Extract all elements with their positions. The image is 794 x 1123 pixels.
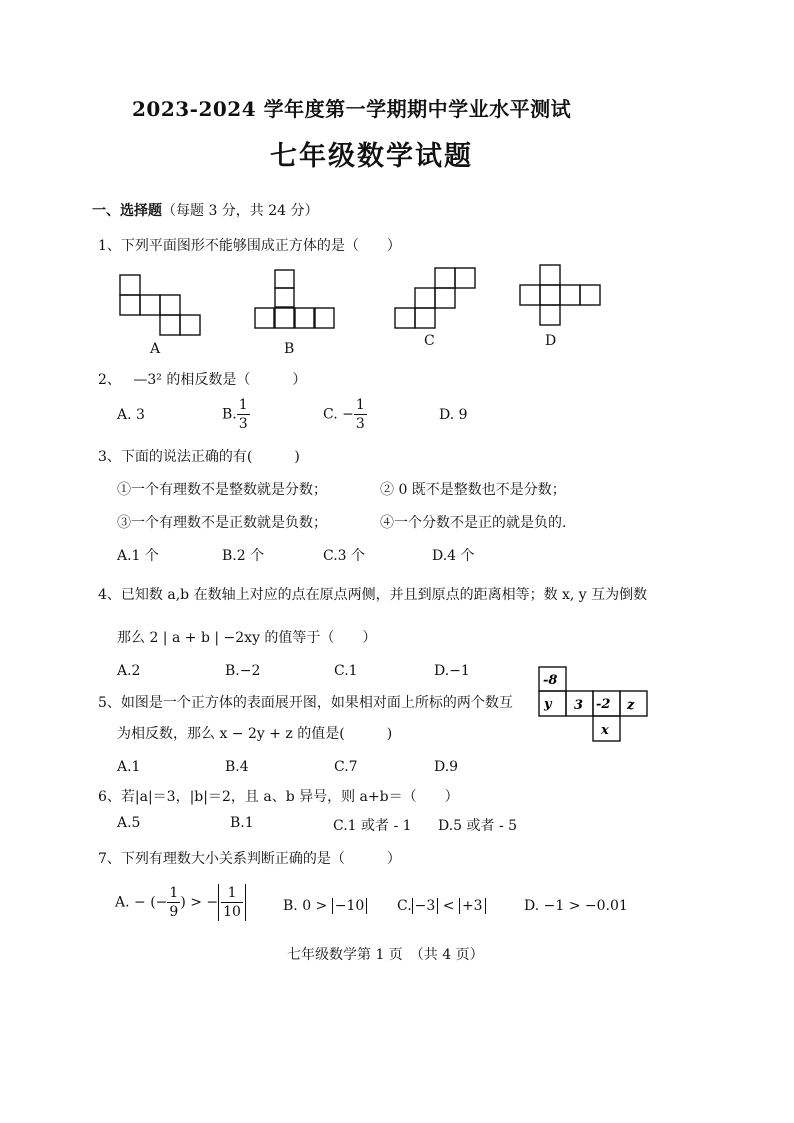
q7-option-b-abs: −10 [332, 898, 368, 914]
q7-option-a-middle: ) > − [180, 894, 219, 911]
q6-option-a: A.5 [117, 815, 141, 831]
fraction-numerator: 1 [238, 397, 248, 413]
q2-expression: —3² [133, 372, 162, 388]
question-5-line-2: 为相反数，那么 x − 2y + z 的值是( ) [117, 726, 393, 742]
q7-option-a-fraction-1 [167, 884, 180, 921]
q7-option-c-prefix: C. [397, 898, 412, 914]
question-2-text [98, 369, 306, 389]
fraction-numerator: 1 [221, 884, 243, 903]
q3-statement-2: ② 0 既不是整数也不是分数； [380, 482, 566, 498]
q7-option-c [397, 898, 486, 914]
q4-option-b: B.−2 [225, 663, 261, 679]
fraction-numerator: 1 [169, 885, 179, 901]
q2-option-c [323, 396, 367, 433]
question-7-text: 7、下列有理数大小关系判断正确的是（ ） [98, 851, 401, 867]
q2-option-b-fraction [237, 396, 250, 433]
q7-option-a-abs [218, 884, 246, 921]
q2-suffix: 的相反数是（ ） [161, 372, 307, 388]
q2-option-c-fraction [354, 396, 367, 433]
fraction-denominator: 3 [238, 416, 248, 432]
q4-option-a: A.2 [117, 663, 141, 679]
net-cell-top: -8 [543, 673, 558, 688]
q3-statement-3: ③一个有理数不是正数就是负数； [117, 515, 327, 531]
q5-option-c: C.7 [334, 759, 358, 775]
q2-option-a: A. 3 [117, 407, 145, 423]
q7-option-c-abs-1: −3 [412, 898, 439, 914]
q4-option-c: C.1 [334, 663, 358, 679]
q7-option-d: D. −1 > −0.01 [524, 898, 628, 914]
q3-option-b: B.2 个 [222, 548, 265, 564]
q7-option-c-middle: < [442, 898, 455, 914]
q2-option-c-prefix: C. − [323, 406, 354, 423]
q5-option-b: B.4 [225, 759, 249, 775]
q2-option-b-prefix: B. [222, 406, 237, 423]
q5-cube-net-figure [535, 664, 650, 749]
q3-statement-4: ④一个分数不是正的就是负的. [380, 515, 567, 531]
section-note: （每题 3 分，共 24 分） [162, 203, 319, 219]
fraction-denominator: 3 [355, 416, 365, 432]
q2-option-d: D. 9 [439, 407, 468, 423]
net-b [255, 270, 334, 328]
net-cell-y: y [544, 697, 552, 712]
q5-option-d: D.9 [434, 759, 459, 775]
net-cell-x: x [601, 723, 609, 738]
q5-option-a: A.1 [117, 759, 141, 775]
net-label-b: B [284, 341, 295, 357]
cube-nets-figure [100, 260, 620, 360]
fraction-denominator: 9 [169, 904, 179, 920]
net-cell-neg2: -2 [596, 697, 611, 712]
fraction-denominator: 10 [223, 904, 241, 920]
q6-option-d: D.5 或者 - 5 [438, 818, 518, 834]
q7-option-b-prefix: B. 0 > [283, 898, 328, 914]
question-1-text: 1、下列平面图形不能够围成正方体的是（ ） [98, 238, 401, 254]
net-cell-3: 3 [574, 698, 584, 713]
q2-option-b [222, 396, 250, 433]
net-c [395, 268, 475, 328]
q7-option-b [283, 898, 367, 914]
net-label-d: D [545, 333, 557, 349]
question-4-line-2: 那么 2 | a + b | −2xy 的值等于（ ） [117, 630, 377, 646]
section-title: 一、选择题 [92, 203, 162, 219]
section-heading [92, 200, 319, 220]
page-footer: 七年级数学第 1 页 （共 4 页） [287, 947, 484, 963]
q7-option-a-prefix: A. − (− [115, 894, 168, 911]
q3-option-d: D.4 个 [432, 548, 475, 564]
q6-option-b: B.1 [230, 815, 254, 831]
question-4-line-1: 4、已知数 a,b 在数轴上对应的点在原点两侧，并且到原点的距离相等；数 x, y 互为倒数 [98, 587, 648, 603]
fraction-numerator: 1 [355, 397, 365, 413]
net-a [120, 275, 200, 335]
q6-option-c: C.1 或者 - 1 [333, 818, 412, 834]
q7-option-a-fraction-2 [221, 884, 243, 921]
q2-prefix: 2、 [98, 372, 121, 388]
question-6-text: 6、若|a|＝3，|b|＝2，且 a、b 异号，则 a+b＝（ ） [98, 789, 459, 805]
question-3-text: 3、下面的说法正确的有( ) [98, 449, 300, 465]
q7-option-c-abs-2: +3 [459, 898, 486, 914]
exam-header-title: 2023-2024 学年度第一学期期中学业水平测试 [132, 97, 572, 121]
net-d [520, 265, 600, 325]
exam-subtitle: 七年级数学试题 [270, 141, 473, 172]
q3-option-c: C.3 个 [323, 548, 366, 564]
net-label-a: A [150, 341, 161, 357]
net-cell-z: z [627, 698, 635, 713]
net-label-c: C [424, 333, 435, 349]
q3-statement-1: ①一个有理数不是整数就是分数； [117, 482, 327, 498]
q7-option-a [115, 884, 246, 921]
q3-option-a: A.1 个 [117, 548, 159, 564]
question-5-line-1: 5、如图是一个正方体的表面展开图，如果相对面上所标的两个数互 [98, 695, 513, 711]
q4-option-d: D.−1 [434, 663, 470, 679]
